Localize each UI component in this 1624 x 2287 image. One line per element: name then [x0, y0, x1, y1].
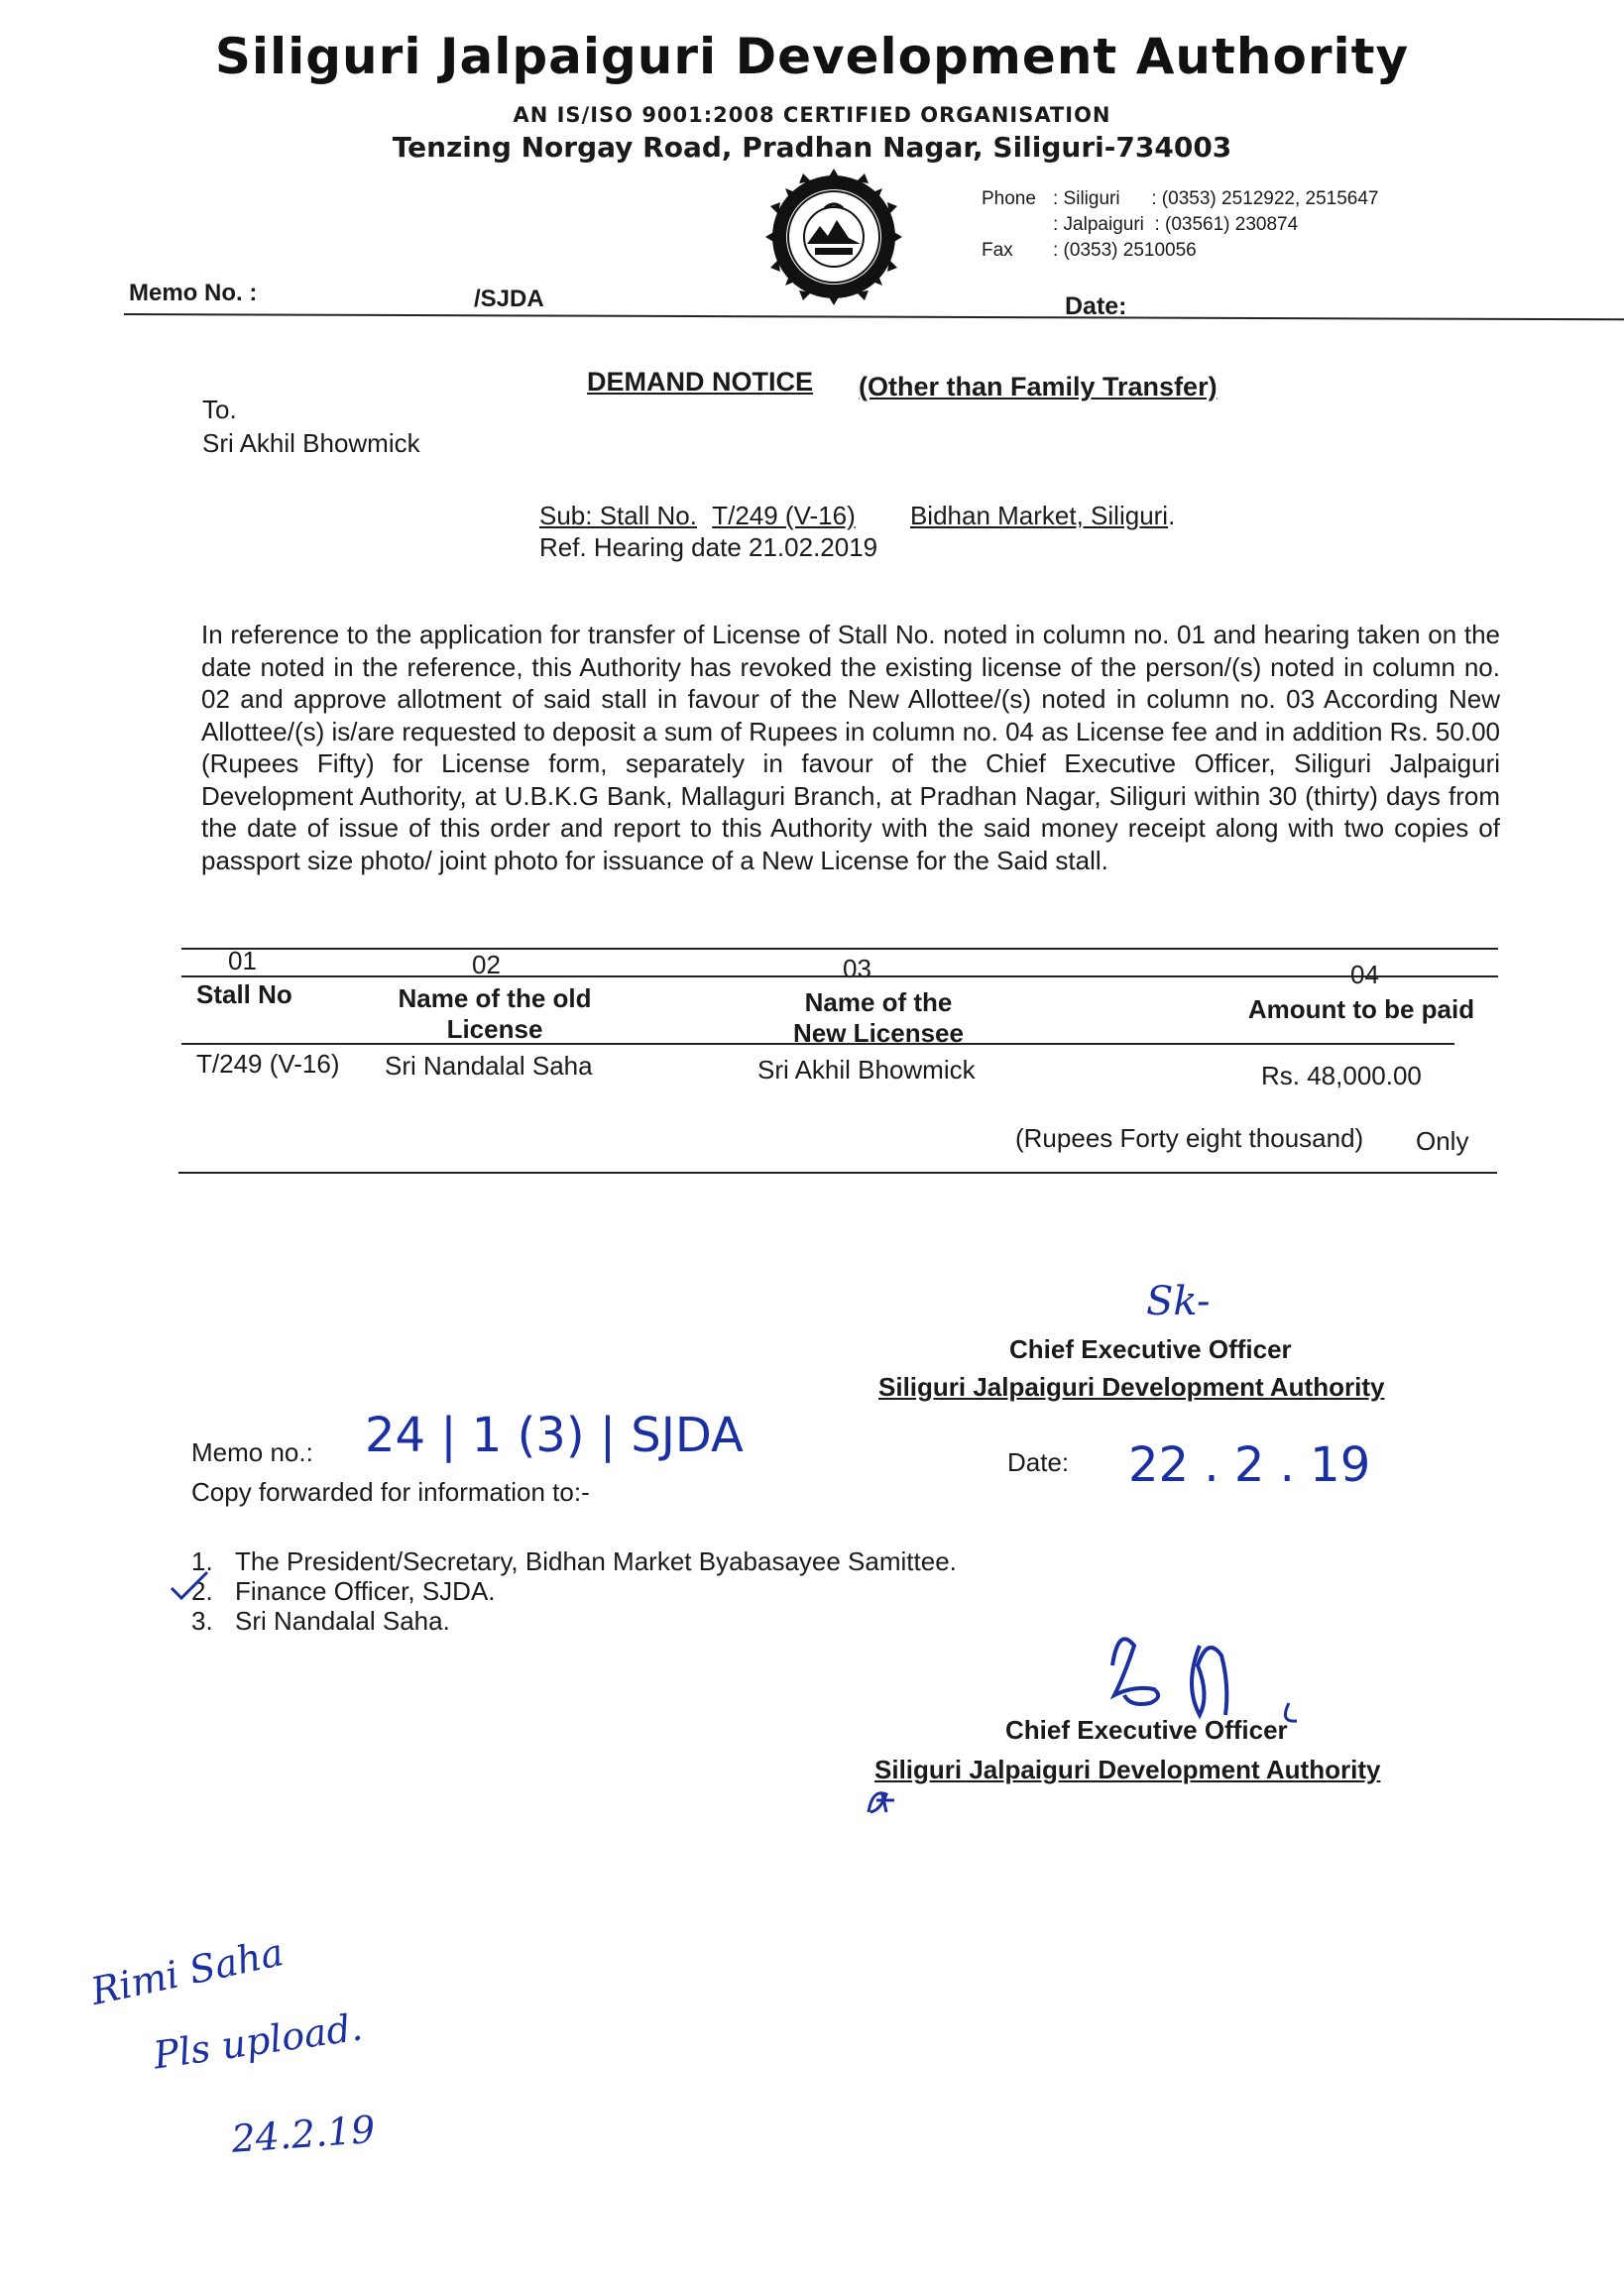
- memo-suffix: /SJDA: [474, 286, 544, 312]
- copy-date-label: Date:: [1007, 1447, 1070, 1477]
- handwritten-date: 22 . 2 . 19: [1128, 1437, 1371, 1493]
- notice-body: In reference to the application for transfer of License of Stall No. noted in column no. 01 and hearing taken on the date noted in the reference, this Authority has revoked the existing license of the person/(s) noted in column no. 02 and approve allotment of said stall in favour of the New Allottee/(s) noted in column no. 03 According New Allottee/(s) is/are requested to deposit a sum of Rupees in column no. 04 as License fee and in addition Rs. 50.00 (Rupees Fifty) for License form, separately in favour of the Chief Executive Officer, Siliguri Jalpaiguri Development Authority, at U.B.K.G Bank, Mallaguri Branch, at Pradhan Nagar, Siliguri within 30 (thirty) days from the date of issue of this order and report to this Authority with the said money receipt along with two copies of passport size photo/ joint photo for issuance of a New License for the Said stall.: [201, 620, 1500, 875]
- header-stall-no: Stall No: [196, 979, 292, 1009]
- header-divider: [124, 313, 1624, 320]
- col-number-02: 02: [472, 950, 501, 979]
- signature2-org: Siliguri Jalpaiguri Development Authority: [874, 1755, 1381, 1784]
- copy-forward-text: Copy forwarded for information to:-: [191, 1477, 590, 1507]
- fax-label: Fax: [982, 240, 1013, 261]
- handwritten-memo-number: 24 | 1 (3) | SJDA: [365, 1408, 744, 1463]
- table-top-rule: [181, 948, 1498, 950]
- certification: AN IS/ISO 9001:2008 CERTIFIED ORGANISATION: [513, 103, 1111, 127]
- handwritten-mark-icon: [863, 1784, 902, 1818]
- table-number-rule: [181, 975, 1498, 977]
- subject-line: Sub: Stall No. T/249 (V-16) Bidhan Market, Siliguri.: [539, 501, 1176, 530]
- signature2-title: Chief Executive Officer: [1005, 1715, 1288, 1745]
- amount-in-words: (Rupees Forty eight thousand): [1015, 1123, 1364, 1153]
- cell-old-license: Sri Nandalal Saha: [385, 1051, 593, 1081]
- copy-item-3: 3. Sri Nandalal Saha.: [191, 1606, 450, 1636]
- org-name: Siliguri Jalpaiguri Development Authority: [214, 28, 1410, 85]
- copy-list: [191, 1546, 957, 1636]
- notice-subtitle: (Other than Family Transfer): [859, 372, 1218, 401]
- recipient-name: Sri Akhil Bhowmick: [202, 428, 420, 458]
- subject-stall: T/249 (V-16): [712, 501, 856, 530]
- col-number-03: 03: [843, 954, 871, 983]
- handwritten-note-name: Rimi Saha: [87, 1930, 288, 2014]
- table-header-rule: [181, 1043, 1454, 1045]
- initial-signature: Sk-: [1146, 1279, 1211, 1324]
- tick-mark-icon: [168, 1568, 217, 1608]
- date-label: Date:: [1065, 292, 1127, 320]
- signature1-title: Chief Executive Officer: [1009, 1334, 1292, 1364]
- memo-label: Memo No. :: [129, 280, 258, 306]
- reference-line: Ref. Hearing date 21.02.2019: [539, 532, 878, 562]
- fax-number: : (0353) 2510056: [1053, 240, 1197, 261]
- handwritten-note-instruction: Pls upload.: [151, 2004, 366, 2078]
- cell-stall-no: T/249 (V-16): [196, 1049, 340, 1079]
- copy-item-1: 1. The President/Secretary, Bidhan Market Byabasayee Samittee.: [191, 1546, 957, 1576]
- subject-prefix: Sub: Stall No.: [539, 501, 697, 530]
- copy-memo-label: Memo no.:: [191, 1437, 313, 1467]
- sjda-seal-logo: [765, 169, 902, 305]
- phone-label: Phone: [982, 188, 1036, 209]
- contact-block: [982, 186, 1438, 264]
- amount-only: Only: [1416, 1126, 1469, 1156]
- copy-item-2: 2. Finance Officer, SJDA.: [191, 1576, 957, 1606]
- to-label: To.: [202, 395, 237, 424]
- subject-market: Bidhan Market, Siliguri: [909, 501, 1169, 530]
- col-number-04: 04: [1350, 960, 1379, 989]
- signature1-org: Siliguri Jalpaiguri Development Authority: [878, 1372, 1385, 1402]
- header-amount: Amount to be paid: [1247, 994, 1475, 1024]
- cell-new-licensee: Sri Akhil Bhowmick: [757, 1055, 976, 1085]
- header-new-licensee: Name of the New Licensee: [793, 987, 964, 1048]
- table-bottom-rule: [178, 1172, 1497, 1174]
- notice-title: DEMAND NOTICE: [587, 367, 813, 397]
- phone-jalpaiguri: : Jalpaiguri : (03561) 230874: [1053, 214, 1299, 235]
- address: Tenzing Norgay Road, Pradhan Nagar, Siliguri-734003: [392, 131, 1232, 164]
- header-old-license: Name of the old License: [398, 983, 592, 1044]
- handwritten-note-date: 24.2.19: [230, 2107, 377, 2161]
- cell-amount: Rs. 48,000.00: [1261, 1061, 1422, 1090]
- phone-siliguri: : Siliguri : (0353) 2512922, 2515647: [1053, 188, 1379, 209]
- col-number-01: 01: [228, 946, 257, 975]
